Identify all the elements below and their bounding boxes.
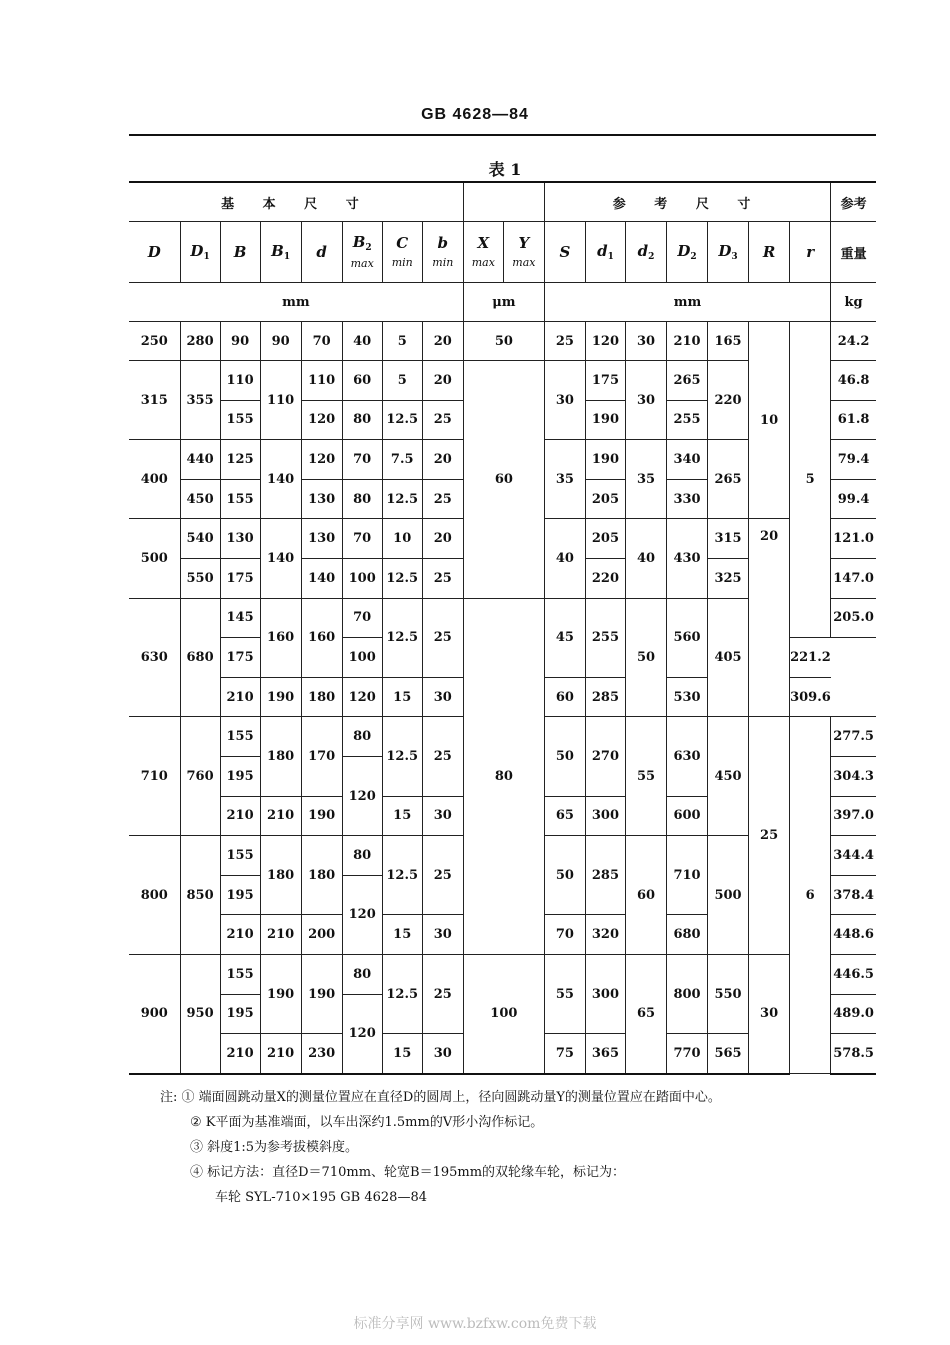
- cell: 40: [625, 519, 666, 598]
- cell: 60: [625, 836, 666, 955]
- cell: 30: [422, 796, 463, 836]
- cell: 630: [667, 717, 708, 796]
- cell: 50: [625, 598, 666, 717]
- cell: 530: [667, 677, 708, 717]
- cell: 20: [422, 322, 463, 361]
- cell: 180: [301, 677, 342, 717]
- col-R: R: [749, 222, 790, 283]
- cell: 800: [129, 836, 180, 955]
- cell: 79.4: [831, 440, 876, 480]
- cell: 165: [708, 322, 749, 361]
- cell: 210: [667, 322, 708, 361]
- cell: 315: [708, 519, 749, 559]
- cell: 578.5: [831, 1034, 876, 1074]
- cell: 160: [301, 598, 342, 677]
- cell: 325: [708, 558, 749, 598]
- cell: 25: [422, 558, 463, 598]
- cell: 446.5: [831, 954, 876, 994]
- cell: 120: [301, 440, 342, 480]
- cell: 195: [220, 994, 260, 1034]
- cell: 20: [749, 519, 790, 717]
- cell: 190: [585, 440, 625, 480]
- table-caption: 表 1: [488, 160, 522, 179]
- cell: 30: [422, 915, 463, 955]
- cell: 12.5: [382, 836, 422, 915]
- cell: 90: [260, 322, 301, 361]
- cell: 120: [301, 400, 342, 440]
- cell: 265: [667, 361, 708, 401]
- cell: 550: [180, 558, 220, 598]
- cell: 300: [585, 796, 625, 836]
- cell: 210: [220, 796, 260, 836]
- cell: 450: [180, 479, 220, 519]
- cell: 55: [625, 717, 666, 836]
- cell: 25: [422, 598, 463, 677]
- cell: 80: [342, 717, 382, 757]
- cell: 40: [342, 322, 382, 361]
- cell: 12.5: [382, 479, 422, 519]
- cell: 180: [301, 836, 342, 915]
- cell: 190: [301, 954, 342, 1033]
- cell: 30: [422, 677, 463, 717]
- cell: 100: [342, 558, 382, 598]
- unit-mm-basic: mm: [129, 283, 463, 322]
- cell: 125: [220, 440, 260, 480]
- cell: 155: [220, 717, 260, 757]
- cell: 70: [544, 915, 585, 955]
- cell: 25: [422, 954, 463, 1033]
- cell: 175: [220, 638, 260, 678]
- cell: 250: [129, 322, 180, 361]
- cell: 265: [708, 440, 749, 519]
- cell: 80: [342, 400, 382, 440]
- cell: 344.4: [831, 836, 876, 876]
- cell: 195: [220, 875, 260, 915]
- cell: 160: [260, 598, 301, 677]
- cell: 25: [749, 717, 790, 955]
- cell: 75: [544, 1034, 585, 1074]
- cell: 489.0: [831, 994, 876, 1034]
- cell: 70: [342, 440, 382, 480]
- cell: 110: [301, 361, 342, 401]
- cell: 170: [301, 717, 342, 796]
- cell: 15: [382, 915, 422, 955]
- cell: 430: [667, 519, 708, 598]
- cell: 65: [625, 954, 666, 1073]
- cell: 270: [585, 717, 625, 796]
- cell: 210: [260, 915, 301, 955]
- cell: 6: [790, 717, 831, 1074]
- note-1: 注: ① 端面圆跳动量X的测量位置应在直径D的圆周上，径向圆跳动量Y的测量位置应在踏面中心。: [160, 1090, 721, 1105]
- cell: 80: [342, 479, 382, 519]
- cell: 630: [129, 598, 180, 717]
- cell: 220: [708, 361, 749, 440]
- cell: 5: [382, 361, 422, 401]
- cell: 120: [342, 677, 382, 717]
- cell: 560: [667, 598, 708, 677]
- cell: 140: [260, 440, 301, 519]
- cell: 221.2: [790, 638, 831, 678]
- cell: 210: [220, 677, 260, 717]
- cell: 110: [260, 361, 301, 440]
- cell: 25: [544, 322, 585, 361]
- cell: 20: [422, 519, 463, 559]
- cell: 210: [220, 1034, 260, 1074]
- cell: 540: [180, 519, 220, 559]
- cell: 120: [342, 994, 382, 1074]
- col-d: d: [301, 222, 342, 283]
- col-C: C min: [382, 222, 422, 283]
- cell: 405: [708, 598, 749, 717]
- cell: 35: [544, 440, 585, 519]
- cell: 80: [342, 954, 382, 994]
- cell: 120: [342, 756, 382, 835]
- cell: 950: [180, 954, 220, 1073]
- col-r: r: [790, 222, 831, 283]
- unit-kg: kg: [831, 283, 876, 322]
- header-rule: [129, 134, 876, 136]
- cell: 285: [585, 677, 625, 717]
- cell: 205: [585, 519, 625, 559]
- cell: 12.5: [382, 717, 422, 796]
- cell: 255: [667, 400, 708, 440]
- cell: 25: [422, 836, 463, 915]
- table-row: [129, 954, 876, 994]
- col-S: S: [544, 222, 585, 283]
- note-5-example: 车轮 SYL-710×195 GB 4628—84: [215, 1190, 427, 1205]
- col-d1: $d_1$: [585, 222, 625, 283]
- cell: 12.5: [382, 400, 422, 440]
- cell: 770: [667, 1034, 708, 1074]
- table-row: [129, 322, 876, 361]
- cell: 7.5: [382, 440, 422, 480]
- cell: 15: [382, 796, 422, 836]
- cell: 550: [708, 954, 749, 1033]
- cell: 230: [301, 1034, 342, 1074]
- cell: 110: [220, 361, 260, 401]
- col-D: D: [129, 222, 180, 283]
- cell: 60: [342, 361, 382, 401]
- col-B: B: [220, 222, 260, 283]
- cell: 25: [422, 479, 463, 519]
- cell: 80: [463, 598, 544, 954]
- note-3: ③ 斜度1:5为参考拔模斜度。: [190, 1140, 359, 1155]
- cell: 500: [129, 519, 180, 598]
- cell: 180: [260, 717, 301, 796]
- cell: 61.8: [831, 400, 876, 440]
- col-D2: $D_2$: [667, 222, 708, 283]
- cell: 190: [260, 954, 301, 1033]
- unit-mm-reference: mm: [544, 283, 830, 322]
- cell: 20: [422, 361, 463, 401]
- cell: 205.0: [831, 598, 876, 638]
- table-notes: [160, 1085, 721, 1210]
- cell: 50: [544, 836, 585, 915]
- cell: 175: [220, 558, 260, 598]
- cell: 100: [342, 638, 382, 678]
- cell: 45: [544, 598, 585, 677]
- cell: 5: [382, 322, 422, 361]
- cell: 309.6: [790, 677, 831, 717]
- cell: 70: [301, 322, 342, 361]
- cell: 60: [544, 677, 585, 717]
- cell: 448.6: [831, 915, 876, 955]
- cell: 70: [342, 598, 382, 638]
- cell: 800: [667, 954, 708, 1033]
- cell: 280: [180, 322, 220, 361]
- note-2: ② K平面为基准端面，以车出深约1.5mm的V形小沟作标记。: [190, 1115, 544, 1130]
- cell: 175: [585, 361, 625, 401]
- cell: 25: [422, 717, 463, 796]
- cell: 99.4: [831, 479, 876, 519]
- cell: 850: [180, 836, 220, 955]
- cell: 680: [180, 598, 220, 717]
- cell: 710: [129, 717, 180, 836]
- col-b: b min: [422, 222, 463, 283]
- cell: 365: [585, 1034, 625, 1074]
- cell: 330: [667, 479, 708, 519]
- cell: 50: [463, 322, 544, 361]
- cell: 5: [790, 322, 831, 638]
- col-Y: Y max: [503, 222, 544, 283]
- cell: 180: [260, 836, 301, 915]
- cell: 24.2: [831, 322, 876, 361]
- cell: 145: [220, 598, 260, 638]
- cell: 195: [220, 756, 260, 796]
- cell: 355: [180, 361, 220, 440]
- cell: 680: [667, 915, 708, 955]
- cell: 25: [422, 400, 463, 440]
- cell: 190: [301, 796, 342, 836]
- cell: 255: [585, 598, 625, 677]
- cell: 340: [667, 440, 708, 480]
- col-D1: $D_1$: [180, 222, 220, 283]
- cell: 10: [749, 322, 790, 519]
- group-reference-weight: 参考: [831, 182, 876, 222]
- cell: 90: [220, 322, 260, 361]
- col-d2: $d_2$: [625, 222, 666, 283]
- cell: 140: [301, 558, 342, 598]
- cell: 65: [544, 796, 585, 836]
- cell: 12.5: [382, 954, 422, 1033]
- cell: 315: [129, 361, 180, 440]
- cell: 565: [708, 1034, 749, 1074]
- cell: 400: [129, 440, 180, 519]
- cell: 210: [260, 796, 301, 836]
- note-4: ④ 标记方法：直径D＝710mm、轮宽B＝195mm的双轮缘车轮，标记为：: [190, 1165, 626, 1180]
- cell: 70: [342, 519, 382, 559]
- cell: 121.0: [831, 519, 876, 559]
- cell: 46.8: [831, 361, 876, 401]
- col-X: X max: [463, 222, 503, 283]
- cell: 320: [585, 915, 625, 955]
- cell: 12.5: [382, 598, 422, 677]
- cell: 220: [585, 558, 625, 598]
- cell: 50: [544, 717, 585, 796]
- group-reference-dimensions: 参 考 尺 寸: [544, 182, 830, 222]
- cell: 130: [220, 519, 260, 559]
- col-B2: $B_2$ max: [342, 222, 382, 283]
- unit-um: μm: [463, 283, 544, 322]
- cell: 285: [585, 836, 625, 915]
- cell: 304.3: [831, 756, 876, 796]
- cell: 55: [544, 954, 585, 1033]
- col-weight: 重量: [831, 222, 876, 283]
- cell: 12.5: [382, 558, 422, 598]
- cell: 397.0: [831, 796, 876, 836]
- cell: 80: [342, 836, 382, 876]
- cell: 300: [585, 954, 625, 1033]
- cell: 277.5: [831, 717, 876, 757]
- cell: 155: [220, 479, 260, 519]
- cell: 10: [382, 519, 422, 559]
- col-B1: $B_1$: [260, 222, 301, 283]
- cell: 60: [463, 361, 544, 599]
- cell: 210: [220, 915, 260, 955]
- col-D3: $D_3$: [708, 222, 749, 283]
- cell: 155: [220, 954, 260, 994]
- cell: 35: [625, 440, 666, 519]
- group-basic-dimensions: 基 本 尺 寸: [129, 182, 463, 222]
- cell: 120: [585, 322, 625, 361]
- cell: 130: [301, 479, 342, 519]
- cell: 378.4: [831, 875, 876, 915]
- cell: 147.0: [831, 558, 876, 598]
- cell: 30: [749, 954, 790, 1073]
- cell: 40: [544, 519, 585, 598]
- cell: 15: [382, 1034, 422, 1074]
- standard-number-header: GB 4628—84: [421, 106, 529, 123]
- cell: 30: [422, 1034, 463, 1074]
- cell: 120: [342, 875, 382, 954]
- cell: 30: [625, 322, 666, 361]
- cell: 710: [667, 836, 708, 915]
- cell: 440: [180, 440, 220, 480]
- cell: 190: [260, 677, 301, 717]
- cell: 200: [301, 915, 342, 955]
- cell: 20: [422, 440, 463, 480]
- cell: 190: [585, 400, 625, 440]
- cell: 900: [129, 954, 180, 1073]
- cell: 450: [708, 717, 749, 836]
- cell: 15: [382, 677, 422, 717]
- cell: 140: [260, 519, 301, 598]
- cell: 130: [301, 519, 342, 559]
- cell: 205: [585, 479, 625, 519]
- cell: 210: [260, 1034, 301, 1074]
- wheel-dimension-table: [129, 181, 876, 1075]
- cell: 155: [220, 400, 260, 440]
- cell: 30: [544, 361, 585, 440]
- cell: 500: [708, 836, 749, 955]
- cell: 100: [463, 954, 544, 1073]
- cell: 30: [625, 361, 666, 440]
- cell: 600: [667, 796, 708, 836]
- cell: 760: [180, 717, 220, 836]
- cell: 155: [220, 836, 260, 876]
- watermark-footer: 标准分享网 www.bzfxw.com免费下载: [353, 1316, 597, 1332]
